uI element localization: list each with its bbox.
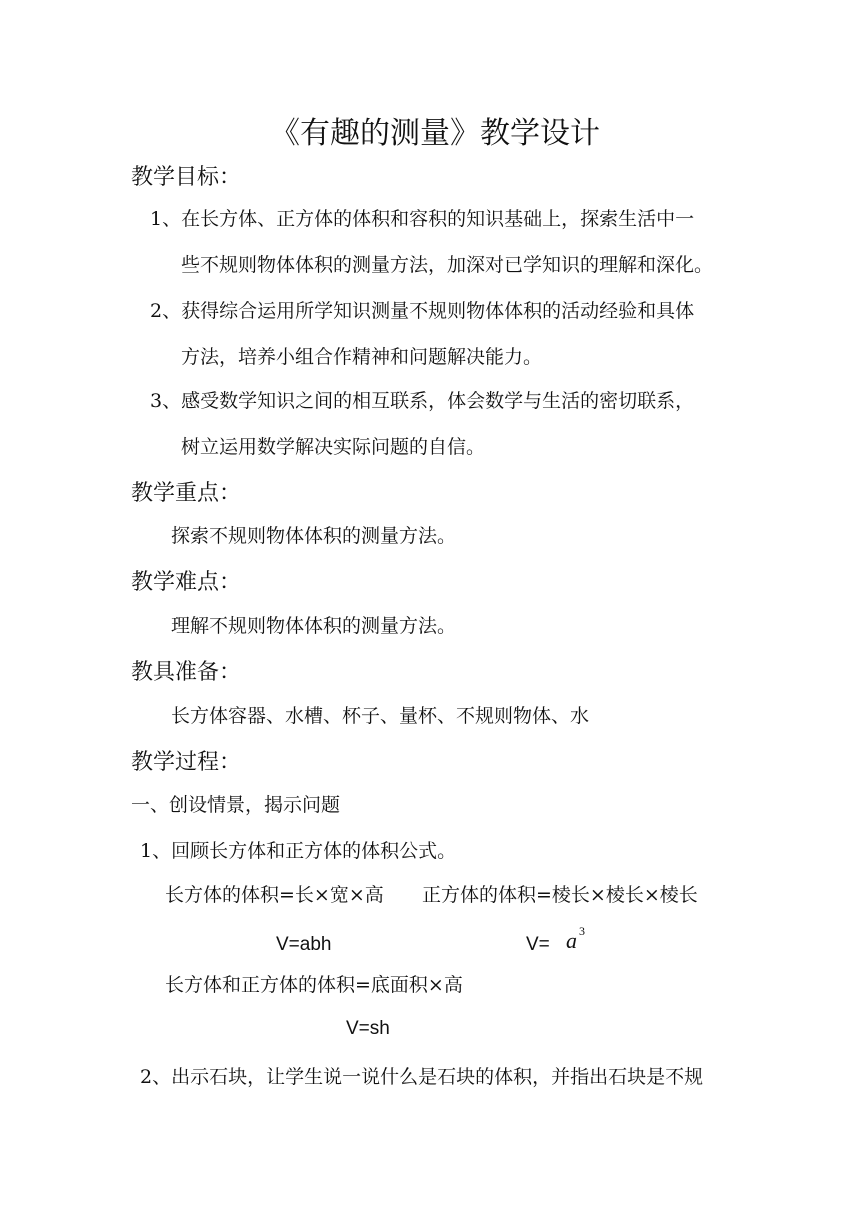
difficulty-text: 理解不规则物体体积的测量方法。	[171, 615, 457, 637]
document-title: 《有趣的测量》教学设计	[270, 116, 600, 151]
cube-formula-prefix: V=	[526, 934, 550, 955]
materials-text: 长方体容器、水槽、杯子、量杯、不规则物体、水	[171, 705, 590, 727]
cuboid-volume-formula: 长方体的体积=长×宽×高	[165, 884, 384, 906]
step-2-text: 2、出示石块，让学生说一说什么是石块的体积，并指出石块是不规	[140, 1066, 704, 1088]
section-1-heading: 一、创设情景，揭示问题	[131, 794, 341, 816]
objective-3-line-1: 3、感受数学知识之间的相互联系，体会数学与生活的密切联系，	[150, 390, 695, 412]
key-point-text: 探索不规则物体体积的测量方法。	[171, 525, 457, 547]
general-formula-symbolic: V=sh	[346, 1018, 390, 1039]
objective-3-line-2: 树立运用数学解决实际问题的自信。	[181, 436, 486, 458]
objective-2-line-2: 方法，培养小组合作精神和问题解决能力。	[181, 346, 543, 368]
cuboid-formula-symbolic: V=abh	[276, 934, 332, 955]
general-volume-formula: 长方体和正方体的体积=底面积×高	[165, 974, 463, 996]
objective-1-line-1: 1、在长方体、正方体的体积和容积的知识基础上，探索生活中一	[150, 208, 695, 230]
process-heading: 教学过程：	[131, 750, 242, 775]
objectives-heading: 教学目标：	[131, 165, 242, 190]
objective-1-line-2: 些不规则物体体积的测量方法，加深对已学知识的理解和深化。	[181, 254, 714, 276]
step-1-text: 1、回顾长方体和正方体的体积公式。	[140, 840, 457, 862]
key-point-heading: 教学重点：	[131, 481, 242, 506]
cube-formula-variable: a	[566, 928, 577, 953]
cube-formula-exponent: 3	[579, 924, 585, 938]
difficulty-heading: 教学难点：	[131, 570, 242, 595]
objective-2-line-1: 2、获得综合运用所学知识测量不规则物体体积的活动经验和具体	[150, 300, 695, 322]
materials-heading: 教具准备：	[131, 660, 242, 685]
cube-volume-formula: 正方体的体积=棱长×棱长×棱长	[422, 884, 698, 906]
